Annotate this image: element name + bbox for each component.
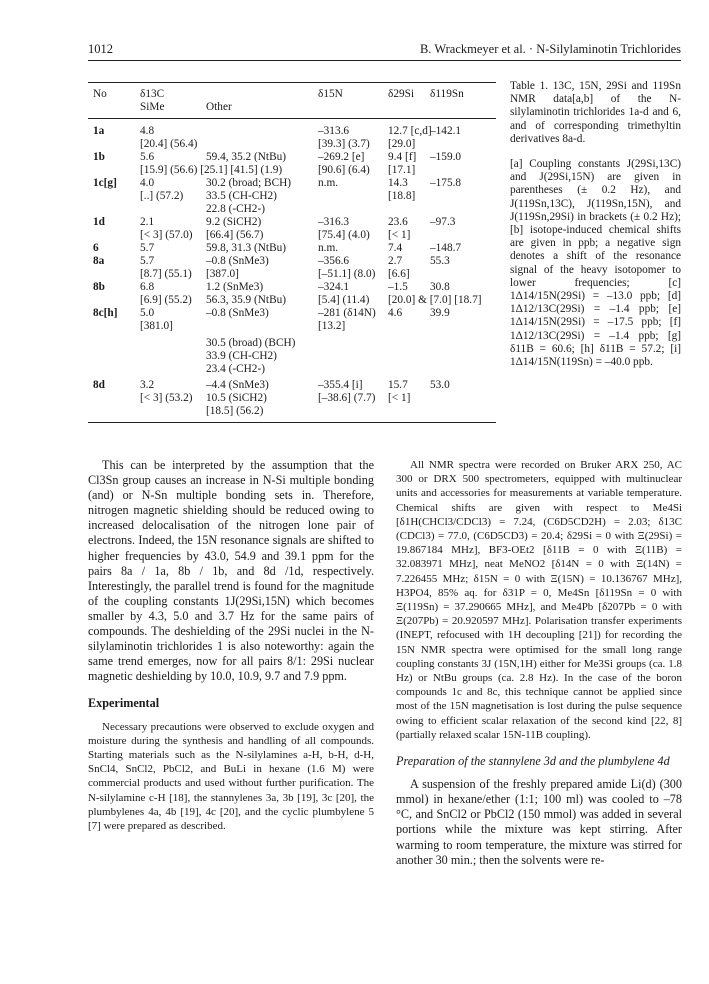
- table-cell: 10.5 (SiCH2): [206, 392, 267, 404]
- table-cell: –4.4 (SnMe3): [206, 379, 269, 391]
- table-cell: 2.1: [140, 216, 155, 228]
- table-cell: n.m.: [318, 177, 339, 189]
- table-cell: 9.4 [f]: [388, 151, 417, 163]
- left-text-column: [88, 458, 374, 833]
- table-cell: [6.9] (55.2): [140, 294, 192, 306]
- compound-label: 8d: [93, 379, 105, 391]
- table-cell: [75.4] (4.0): [318, 229, 370, 241]
- compound-label: 6: [93, 242, 99, 254]
- table-cell: [90.6] (6.4): [318, 164, 370, 176]
- table-cell: [20.4] (56.4): [140, 138, 198, 150]
- section-heading-experimental: Experimental: [88, 696, 160, 711]
- header-rule: [88, 60, 681, 61]
- table-cell: [–38.6] (7.7): [318, 392, 376, 404]
- right-text-column: [396, 458, 682, 868]
- compound-label: 1d: [93, 216, 105, 228]
- table-cell: 33.9 (CH-CH2): [206, 350, 277, 362]
- table-cell: [6.6]: [388, 268, 410, 280]
- table-cell: –355.4 [i]: [318, 379, 363, 391]
- table-cell: 6.8: [140, 281, 155, 293]
- table-cell: 2.7: [388, 255, 403, 267]
- table-cell: [66.4] (56.7): [206, 229, 264, 241]
- table-cell: 55.3: [430, 255, 450, 267]
- table-top-rule: [88, 82, 496, 83]
- table-cell: [< 1]: [388, 229, 411, 241]
- table-cell: 1.2 (SnMe3): [206, 281, 264, 293]
- table-cell: –148.7: [430, 242, 462, 254]
- table-cell: 30.8: [430, 281, 450, 293]
- table-cell: 30.2 (broad; BCH): [206, 177, 292, 189]
- table-cell: 59.4, 35.2 (NtBu): [206, 151, 287, 163]
- table-cell: –269.2 [e]: [318, 151, 365, 163]
- running-title: B. Wrackmeyer et al. · N-Silylaminotin Trichlorides: [419, 42, 681, 56]
- table-cell: –175.8: [430, 177, 462, 189]
- table-cell: 3.2: [140, 379, 155, 391]
- table-header-cell: SiMe: [140, 101, 165, 113]
- table-cell: 12.7 [c,d]: [388, 125, 432, 137]
- table-caption: [510, 80, 681, 369]
- table-cell: 53.0: [430, 379, 450, 391]
- table-cell: 33.5 (CH-CH2): [206, 190, 277, 202]
- table-cell: [..] (57.2): [140, 190, 184, 202]
- table-cell: 22.8 (-CH2-): [206, 203, 265, 215]
- table-header-cell: Other: [206, 101, 232, 113]
- table-cell: 30.5 (broad) (BCH): [206, 337, 296, 349]
- table-cell: [20.0] & [7.0] [18.7]: [388, 294, 482, 306]
- table-header-cell: No: [93, 88, 107, 100]
- table-cell: –1.5: [388, 281, 408, 293]
- table-cell: 23.6: [388, 216, 408, 228]
- table-cell: –313.6: [318, 125, 350, 137]
- table-header-cell: δ13C: [140, 88, 165, 100]
- body-paragraph: A suspension of the freshly prepared amide Li(d) (300 mmol) in hexane/ether (1:1; 100 ml) was cooled to –78 °C, and SnCl2 or PbCl2 (150 mmol) was added in several portions while the mixture was kept stirring. After warming to room temperature, the mixture was stirred for another 30 min.; then the solvents were re-: [396, 777, 682, 867]
- page-number: 1012: [88, 42, 113, 56]
- table-cell: 4.0: [140, 177, 155, 189]
- table-cell: 14.3: [388, 177, 408, 189]
- table-cell: [< 1]: [388, 392, 411, 404]
- table-cell: [< 3] (53.2): [140, 392, 193, 404]
- table-cell: [381.0]: [140, 320, 173, 332]
- compound-label: 8c[h]: [93, 307, 118, 319]
- table-cell: –356.6: [318, 255, 350, 267]
- compound-label: 1b: [93, 151, 105, 163]
- table-cell: 5.0: [140, 307, 155, 319]
- table-bottom-rule: [88, 422, 496, 423]
- table-cell: [8.7] (55.1): [140, 268, 192, 280]
- compound-label: 1c[g]: [93, 177, 117, 189]
- table-cell: [29.0]: [388, 138, 416, 150]
- table-cell: –324.1: [318, 281, 350, 293]
- table-caption-title: Table 1. 13C, 15N, 29Si and 119Sn NMR data[a,b] of the N-silylaminotin trichlorides 1a-d and 6, and of corresponding trimethyltin derivatives 8a-d.: [510, 80, 681, 145]
- table-header-rule: [88, 118, 496, 119]
- compound-label: 8b: [93, 281, 105, 293]
- table-cell: [< 3] (57.0): [140, 229, 193, 241]
- table-cell: –142.1: [430, 125, 462, 137]
- table-header-cell: δ15N: [318, 88, 343, 100]
- subsection-heading-preparation: Preparation of the stannylene 3d and the plumbylene 4d: [396, 754, 670, 769]
- table-cell: 56.3, 35.9 (NtBu): [206, 294, 287, 306]
- table-cell: 4.6: [388, 307, 403, 319]
- body-paragraph: This can be interpreted by the assumption that the Cl3Sn group causes an increase in N-Si multiple bonding (and) or N-Sn multiple bonding sets in. Therefore, nitrogen magnetic shielding should be reduced owing to increased delocalisation of the nitrogen lone pair of electrons. Indeed, the 15N resonance signals are shifted to higher frequencies by 43.0, 54.9 and 39.1 ppm for the pairs 8a / 1a, 8b / 1b, and 8d /1d, respectively. Interestingly, the parallel trend is found for the magnitude of the coupling constants 1J(29Si,15N) which becomes smaller by 4.3, 5.0 and 3.7 Hz for the same pairs of compounds. The deshielding of the 29Si nuclei in the N-silylaminotin trichlorides 1 is also noteworthy: again the same trend emerges, now for all pairs 8/1: 29Si nuclear magnetic deshielding by 10.0, 10.9, 9.7 and 7.9 ppm.: [88, 458, 374, 684]
- table-cell: 4.8: [140, 125, 155, 137]
- table-cell: –281 (δ14N): [318, 307, 376, 319]
- table-cell: 7.4: [388, 242, 403, 254]
- table-cell: [387.0]: [206, 268, 239, 280]
- table-cell: –97.3: [430, 216, 456, 228]
- table-cell: [18.8]: [388, 190, 416, 202]
- table-cell: [18.5] (56.2): [206, 405, 264, 417]
- table-cell: –0.8 (SnMe3): [206, 307, 269, 319]
- table-cell: [15.9] (56.6) [25.1] [41.5] (1.9): [140, 164, 283, 176]
- table-cell: 9.2 (SiCH2): [206, 216, 262, 228]
- compound-label: 8a: [93, 255, 105, 267]
- table-cell: –0.8 (SnMe3): [206, 255, 269, 267]
- table-cell: [17.1]: [388, 164, 416, 176]
- table-cell: [39.3] (3.7): [318, 138, 370, 150]
- table-footnotes: [a] Coupling constants J(29Si,13C) and J(29Si,15N) are given in parentheses (± 0.2 Hz), and J(119Sn,13C), J(119Sn,15N), and J(119Sn,29Si) in brackets (± 0.2 Hz); [b] isotope-induced chemical shifts are given in ppb; a negative sign denotes a shift of the resonance signal of the heavy isotopomer to lower frequencies; [c] 1Δ14/15N(29Si) = –13.0 ppb; [d] 1Δ12/13C(29Si) = –1.4 ppb; [e] 1Δ14/15N(29Si) = –17.5 ppb; [f] 1Δ12/13C(29Si) = –1.4 ppb; [g] δ11B = 60.6; [h] δ11B = 57.2; [i] 1Δ14/15N(119Sn) = –40.0 ppb.: [510, 158, 681, 369]
- table-cell: [5.4] (11.4): [318, 294, 370, 306]
- table-cell: 5.6: [140, 151, 155, 163]
- table-cell: [–51.1] (8.0): [318, 268, 376, 280]
- body-paragraph: All NMR spectra were recorded on Bruker ARX 250, AC 300 or DRX 500 spectrometers, equipped with multinuclear units and accessories for measurements at variable temperature. Chemical shifts are given with respect to Me4Si [δ1H(CHCl3/CDCl3) = 7.24, (C6D5CD2H) = 2.03; δ13C (CDCl3) = 77.0, (C6D5CD3) = 20.4; δ29Si = 0 with Ξ(29Si) = 19.867184 MHz], BF3-OEt2 [δ11B = 0 with Ξ(11B) = 32.083971 MHz], neat MeNO2 [δ14N = 0 with Ξ(14N) = 7.226455 MHz; δ15N = 0 with Ξ(15N) = 10.136767 MHz], H3PO4, 85% aq. for δ31P = 0, Me4Sn [δ119Sn = 0 with Ξ(119Sn) = 37.290665 MHz], and Me4Pb [δ207Pb = 0 with Ξ(207Pb) = 20.920597 MHz]. Polarisation transfer experiments (INEPT, refocused with 1H decoupling [21]) for recording the 15N NMR spectra were optimised for the small long range coupling constants 3J (15N,1H) either for Me3Si groups (ca. 1.8 Hz) or NtBu groups (ca. 2.8 Hz). In the case of the boron compounds 1c and 8c, this technique cannot be applied since most of the 15N magnetisation is lost during the pulse sequence owing to efficient scalar relaxation of the second kind [22, 8] (partially relaxed scalar 15N-11B coupling).: [396, 459, 682, 741]
- table-cell: –316.3: [318, 216, 350, 228]
- table-cell: 5.7: [140, 255, 155, 267]
- table-cell: 15.7: [388, 379, 408, 391]
- table-cell: n.m.: [318, 242, 339, 254]
- table-cell: 59.8, 31.3 (NtBu): [206, 242, 287, 254]
- table-header-cell: δ29Si: [388, 88, 415, 100]
- table-header-cell: δ119Sn: [430, 88, 464, 100]
- table-cell: 39.9: [430, 307, 450, 319]
- table-cell: 23.4 (-CH2-): [206, 363, 265, 375]
- compound-label: 1a: [93, 125, 105, 137]
- table-cell: [13.2]: [318, 320, 346, 332]
- table-cell: 5.7: [140, 242, 155, 254]
- body-paragraph: Necessary precautions were observed to exclude oxygen and moisture during the synthesis and handling of all compounds. Starting materials such as the N-silylamines a-H, b-H, d-H, SnCl4, SnCl2, PbCl2, and BuLi in hexane (1.6 M) were commercial products and used without further purification. The N-silylamine c-H [18], the stannylenes 3a, 3b [19], 3c [20], the plumbylenes 4a, 4b [19], 4c [20], and the cyclic plumbylene 5 [7] were prepared as described.: [88, 720, 374, 832]
- table-cell: –159.0: [430, 151, 462, 163]
